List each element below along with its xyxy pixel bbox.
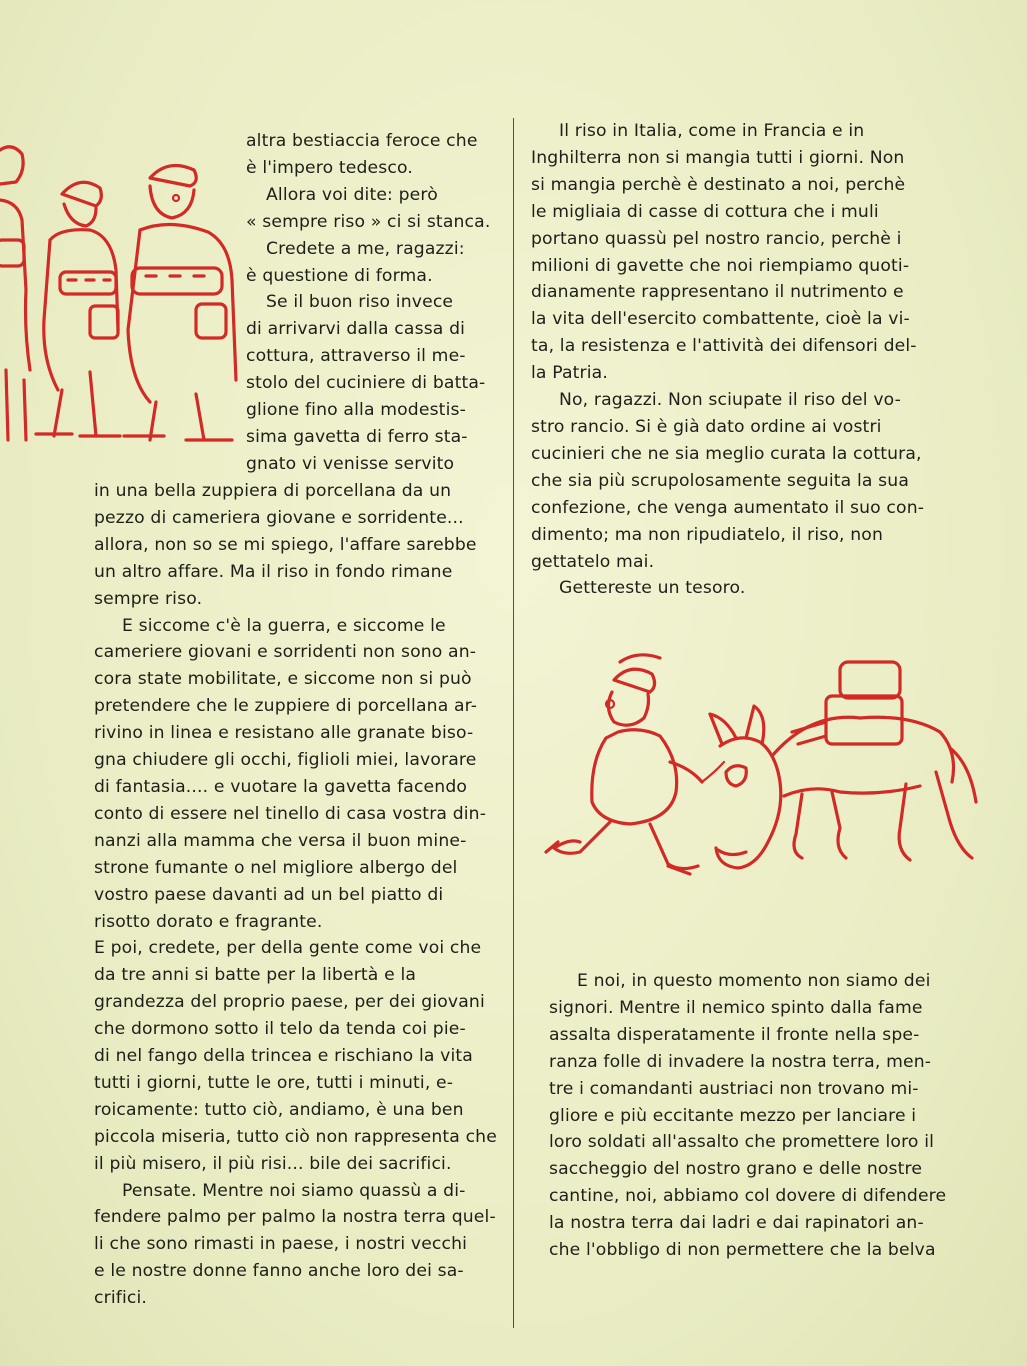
text-line: allora, non so se mi spiego, l'affare sarebbe bbox=[94, 534, 477, 555]
text-line: Il riso in Italia, come in Francia e in bbox=[559, 121, 865, 141]
text-line: crifici. bbox=[94, 1288, 148, 1309]
text-line: grandezza del proprio paese, per dei giovani bbox=[94, 992, 485, 1013]
text-line: cottura, attraverso il me- bbox=[246, 346, 466, 367]
text-line: « sempre riso » ci si stanca. bbox=[246, 211, 490, 232]
soldiers-with-mess-tins-drawing bbox=[0, 140, 245, 450]
text-line: e le nostre donne fanno anche loro dei sa- bbox=[94, 1261, 464, 1282]
text-line: è l'impero tedesco. bbox=[246, 157, 413, 178]
text-line: fendere palmo per palmo la nostra terra quel- bbox=[94, 1207, 496, 1228]
column-divider bbox=[513, 118, 514, 1328]
text-line: li che sono rimasti in paese, i nostri vecchi bbox=[94, 1234, 468, 1255]
text-line: il più misero, il più risi... bile dei sacrifici. bbox=[94, 1153, 452, 1174]
text-line: stro rancio. Si è già dato ordine ai vostri bbox=[531, 416, 882, 437]
text-line: tre i comandanti austriaci non trovano mi- bbox=[549, 1078, 919, 1099]
text-line: di fantasia.... e vuotare la gavetta facendo bbox=[94, 776, 468, 797]
right-bottom-text-block bbox=[549, 968, 955, 1264]
text-line: Se il buon riso invece bbox=[266, 292, 454, 313]
text-line: gliore e più eccitante mezzo per lanciare i bbox=[549, 1105, 917, 1126]
left-bottom-text-block bbox=[94, 478, 503, 1312]
text-line: sima gavetta di ferro sta- bbox=[246, 426, 468, 447]
text-line: la nostra terra dai ladri e dai rapinatori an- bbox=[549, 1213, 924, 1234]
text-line: sempre riso. bbox=[94, 588, 203, 609]
left-top-text-block bbox=[246, 128, 490, 478]
text-line: ta, la resistenza e l'attività dei difensori del- bbox=[531, 336, 917, 357]
text-line: milioni di gavette che noi riempiamo quoti- bbox=[531, 255, 910, 276]
text-line: E noi, in questo momento non siamo dei bbox=[577, 971, 931, 991]
text-line: nanzi alla mamma che versa il buon mine- bbox=[94, 830, 467, 851]
text-line: dianamente rappresentano il nutrimento e bbox=[531, 282, 904, 303]
text-line: signori. Mentre il nemico spinto dalla fame bbox=[549, 997, 923, 1018]
text-line: conto di essere nel tinello di casa vostra din- bbox=[94, 803, 487, 824]
text-line: Allora voi dite: però bbox=[266, 184, 438, 205]
text-line: ranza folle di invadere la nostra terra, men- bbox=[549, 1051, 932, 1072]
text-line: glione fino alla modestis- bbox=[246, 400, 466, 421]
text-line: Gettereste un tesoro. bbox=[559, 578, 746, 599]
text-line: assalta disperatamente il fronte nella spe- bbox=[549, 1024, 920, 1045]
soldier-leading-mule-drawing bbox=[540, 652, 980, 902]
text-line: E siccome c'è la guerra, e siccome le bbox=[122, 615, 446, 636]
text-line: gnato vi venisse servito bbox=[246, 453, 455, 474]
text-line: Inghilterra non si mangia tutti i giorni. Non bbox=[531, 147, 905, 168]
text-line: cantine, noi, abbiamo col dovere di difendere bbox=[549, 1186, 947, 1207]
text-line: cora state mobilitate, e siccome non si può bbox=[94, 669, 472, 690]
text-line: da tre anni si batte per la libertà e la bbox=[94, 965, 417, 986]
text-line: pezzo di cameriera giovane e sorridente... bbox=[94, 507, 464, 528]
text-line: portano quassù pel nostro rancio, perchè i bbox=[531, 228, 902, 249]
text-line: rivino in linea e resistano alle granate biso- bbox=[94, 723, 474, 744]
text-line: No, ragazzi. Non sciupate il riso del vo- bbox=[559, 390, 901, 411]
text-line: tutti i giorni, tutte le ore, tutti i minuti, e- bbox=[94, 1072, 454, 1093]
text-line: in una bella zuppiera di porcellana da un bbox=[94, 481, 452, 501]
text-line: gettatelo mai. bbox=[531, 551, 655, 572]
text-line: è questione di forma. bbox=[246, 265, 433, 286]
text-line: vostro paese davanti ad un bel piatto di bbox=[94, 884, 444, 905]
text-line: confezione, che venga aumentato il suo con- bbox=[531, 497, 925, 518]
text-line: Credete a me, ragazzi: bbox=[266, 238, 465, 259]
text-line: che dormono sotto il telo da tenda coi pie- bbox=[94, 1019, 466, 1040]
text-line: risotto dorato e fragrante. bbox=[94, 911, 323, 932]
text-line: strone fumante o nel migliore albergo del bbox=[94, 857, 458, 878]
text-line: di arrivarvi dalla cassa di bbox=[246, 319, 466, 340]
text-line: si mangia perchè è destinato a noi, perchè bbox=[531, 174, 906, 195]
text-line: pretendere che le zuppiere di porcellana ar- bbox=[94, 696, 478, 717]
text-line: Pensate. Mentre noi siamo quassù a di- bbox=[122, 1180, 466, 1201]
text-line: che l'obbligo di non permettere che la belva bbox=[549, 1240, 936, 1261]
text-line: gna chiudere gli occhi, figlioli miei, lavorare bbox=[94, 750, 477, 771]
text-line: roicamente: tutto ciò, andiamo, è una ben bbox=[94, 1099, 464, 1120]
text-line: loro soldati all'assalto che promettere loro il bbox=[549, 1132, 935, 1153]
text-line: che sia più scrupolosamente seguita la sua bbox=[531, 470, 909, 491]
text-line: piccola miseria, tutto ciò non rappresenta che bbox=[94, 1126, 497, 1147]
text-line: di nel fango della trincea e rischiano la vita bbox=[94, 1046, 473, 1067]
text-line: la vita dell'esercito combattente, cioè la vi- bbox=[531, 309, 910, 330]
text-line: un altro affare. Ma il riso in fondo rimane bbox=[94, 561, 453, 582]
text-line: stolo del cuciniere di batta- bbox=[246, 373, 486, 394]
text-line: le migliaia di casse di cottura che i muli bbox=[531, 201, 879, 222]
text-line: altra bestiaccia feroce che bbox=[246, 131, 478, 151]
right-top-text-block bbox=[531, 118, 937, 602]
text-line: la Patria. bbox=[531, 363, 608, 384]
text-line: dimento; ma non ripudiatelo, il riso, non bbox=[531, 524, 884, 545]
text-line: saccheggio del nostro grano e delle nostre bbox=[549, 1159, 923, 1180]
text-line: cameriere giovani e sorridenti non sono an- bbox=[94, 642, 477, 663]
text-line: cucinieri che ne sia meglio curata la cottura, bbox=[531, 443, 922, 464]
text-line: E poi, credete, per della gente come voi che bbox=[94, 938, 482, 959]
